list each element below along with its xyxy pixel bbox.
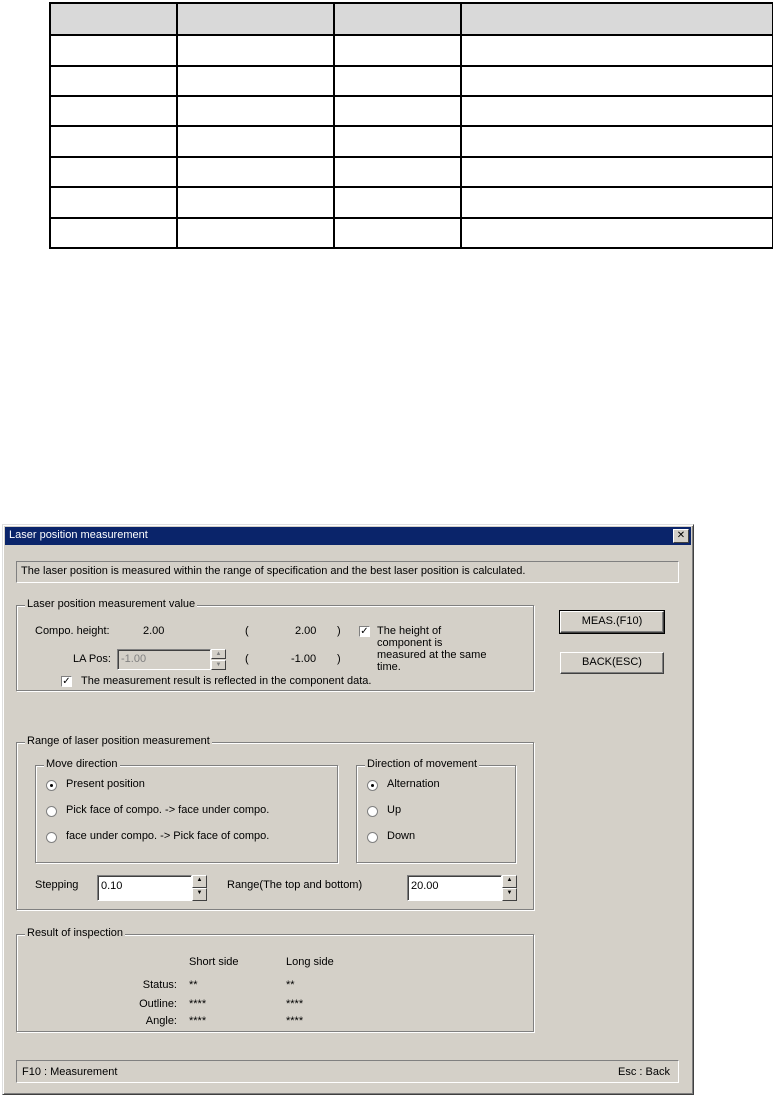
direction-of-movement-group [356, 758, 516, 863]
range-group [16, 735, 534, 910]
outline-short: **** [189, 998, 207, 1010]
status-short: ** [189, 979, 198, 991]
outline-label: Outline: [139, 998, 177, 1010]
height-measure-label-line1: The height of [377, 625, 442, 637]
angle-short: **** [189, 1015, 207, 1027]
range-field[interactable]: 20.00 [407, 875, 502, 901]
range-spinner[interactable] [502, 875, 517, 901]
stepping-field[interactable]: 0.10 [97, 875, 192, 901]
angle-long: **** [286, 1015, 304, 1027]
radio-label-down: Down [387, 830, 416, 842]
radio-up[interactable] [367, 806, 378, 817]
height-measure-checkbox[interactable] [359, 626, 370, 637]
table-row [50, 218, 773, 248]
angle-label: Angle: [145, 1015, 177, 1027]
status-bar-left: F10 : Measurement [22, 1066, 118, 1078]
spin-up-icon[interactable]: ▲ [502, 875, 517, 888]
description-box [16, 561, 679, 583]
reflect-label: The measurement result is reflected in the component data. [81, 675, 372, 687]
radio-label-under-to-pick: face under compo. -> Pick face of compo. [66, 830, 270, 842]
radio-alternation[interactable] [367, 780, 378, 791]
radio-under-to-pick[interactable] [46, 832, 57, 843]
table-row [50, 66, 773, 96]
radio-pick-to-under[interactable] [46, 806, 57, 817]
radio-label-up: Up [387, 804, 402, 816]
outline-long: **** [286, 998, 304, 1010]
dialog-title: Laser position measurement [9, 529, 148, 541]
measurement-value-group [16, 598, 534, 691]
spin-up-icon[interactable]: ▲ [192, 875, 207, 888]
stepping-spinner[interactable] [192, 875, 207, 901]
table-row [50, 96, 773, 126]
la-pos-spinner[interactable] [211, 649, 226, 670]
compo-height-value: 2.00 [143, 625, 165, 637]
long-side-header: Long side [286, 956, 334, 968]
range-label: Range(The top and bottom) [227, 879, 363, 891]
radio-label-pick-to-under: Pick face of compo. -> face under compo. [66, 804, 270, 816]
reflect-checkbox[interactable] [61, 676, 72, 687]
table-row [50, 187, 773, 217]
la-pos-measured: -1.00 [291, 653, 317, 665]
spin-down-icon[interactable]: ▼ [211, 660, 226, 670]
radio-down[interactable] [367, 832, 378, 843]
table-header-row [50, 3, 773, 35]
spin-down-icon[interactable]: ▼ [502, 888, 517, 901]
move-direction-group [35, 758, 338, 863]
range-legend: Range of laser position measurement [27, 735, 210, 747]
move-direction-legend: Move direction [46, 758, 118, 770]
check-icon: ✓ [360, 626, 369, 637]
description-text: The laser position is measured within the range of specification and the best laser position is calculated. [21, 565, 526, 577]
result-group [16, 927, 534, 1032]
radio-label-present-position: Present position [66, 778, 145, 790]
la-pos-label: LA Pos: [73, 653, 111, 665]
status-bar-right: Esc : Back [618, 1066, 670, 1078]
compo-height-measured: 2.00 [295, 625, 317, 637]
back-button[interactable]: BACK(ESC) [560, 652, 664, 674]
check-icon: ✓ [62, 676, 71, 687]
height-measure-label-line4: time. [377, 661, 401, 673]
empty-table [49, 2, 773, 249]
close-icon: ✕ [676, 530, 686, 541]
height-measure-label-line2: component is [377, 637, 443, 649]
table-row [50, 35, 773, 65]
table-row [50, 157, 773, 187]
radio-present-position[interactable] [46, 780, 57, 791]
short-side-header: Short side [189, 956, 239, 968]
radio-label-alternation: Alternation [387, 778, 440, 790]
la-pos-paren-close: ) [337, 653, 341, 665]
height-measure-label-line3: measured at the same [377, 649, 487, 661]
direction-of-movement-legend: Direction of movement [367, 758, 478, 770]
laser-position-dialog [2, 524, 694, 1095]
la-pos-paren-open: ( [245, 653, 249, 665]
status-long: ** [286, 979, 295, 991]
close-button[interactable] [673, 529, 689, 543]
status-label: Status: [142, 979, 177, 991]
result-legend: Result of inspection [27, 927, 123, 939]
spin-up-icon[interactable]: ▲ [211, 649, 226, 659]
title-bar[interactable] [5, 527, 691, 545]
compo-height-paren-open: ( [245, 625, 249, 637]
stepping-label: Stepping [35, 879, 79, 891]
compo-height-paren-close: ) [337, 625, 341, 637]
table-row [50, 126, 773, 156]
measurement-value-legend: Laser position measurement value [27, 598, 196, 610]
status-bar [16, 1060, 679, 1083]
la-pos-field[interactable]: -1.00 [117, 649, 211, 670]
compo-height-label: Compo. height: [35, 625, 110, 637]
spin-down-icon[interactable]: ▼ [192, 888, 207, 901]
meas-button[interactable]: MEAS.(F10) [560, 611, 664, 633]
